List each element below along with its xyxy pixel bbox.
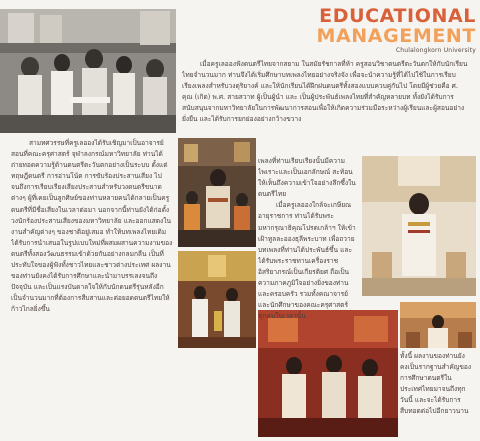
royal-portrait-photo xyxy=(362,156,476,296)
left-paragraph: สามทศวรรษที่ครูเลอองได้รับเชิญมาเป็นอาจารย์สอนที่คณะครุศาสตร์ จุฬาลงกรณ์มหาวิทยาลัย ท่านได้ถ่ายทอดความรู้ด้านดนตรีตะวันตกอย่างเป็นระบบ ตั้งแต่ทฤษฎีดนตรี การอ่านโน้ต การขับร้องประสานเสียง ไปจนถึงการเรียบเรียงเสียงประสานสำหรับวงดนตรีขนาดต่างๆ ผู้ที่เคยเป็นลูกศิษย์ของท่านหลายคนได้กลายเป็นครูดนตรีที่มีชื่อเสียงในเวลาต่อมา นอกจากนี้ท่านยังได้ก่อตั้งวงนักร้องประสานเสียงของมหาวิทยาลัย และออกแสดงในงานสำคัญต่างๆ ของชาติอยู่เสมอ ทำให้บทเพลงไทยเดิมได้รับการนำเสนอในรูปแบบใหม่ที่ผสมผสานความงามของดนตรีทั้งสองวัฒนธรรมเข้าด้วยกันอย่างกลมกลืน เป็นที่ประทับใจของผู้ฟังทั้งชาวไทยและชาวต่างประเทศ ผลงานของท่านยังคงได้รับการศึกษาและนำมาบรรเลงจนถึงปัจจุบัน และเป็นแรงบันดาลใจให้กับนักดนตรีรุ่นหลังอีกเป็นจำนวนมากที่ต้องการสืบสานและต่อยอดดนตรีไทยให้ก้าวไกลยิ่งขึ้น xyxy=(11,139,173,314)
intro-paragraph xyxy=(182,59,468,153)
middle-text-column xyxy=(258,156,356,424)
orchestra-performance-photo xyxy=(178,138,256,247)
historic-group-photo xyxy=(0,9,176,133)
right-bottom-text xyxy=(400,351,472,433)
right-bottom-paragraph: ทั้งนี้ ผลงานของท่านยังคงเป็นรากฐานสำคัญของการศึกษาดนตรีในประเทศไทยมาจนถึงทุกวันนี้ และจะได้รับการสืบทอดต่อไปอีกยาวนาน xyxy=(400,352,472,416)
intro-text: เมื่อครูเลอองฟังดนตรีไทยจากสยาม ในสมัยรัชกาลที่ห้า ครูสอนวิชาดนตรีตะวันตกให้กับนักเรียนไทยจำนวนมาก ท่านจึงได้เริ่มศึกษาบทเพลงไทยอย่างจริงจัง เพื่อจะนำความรู้ที่ได้ไปใช้ในการเรียบเรียงเพลงสำหรับวงดุริยางค์ และให้นักเรียนได้ฝึกฝนดนตรีทั้งสองแบบควบคู่กันไป โดยมีผู้ช่วยคือ ศ. คุณ (เกิด) พ.ศ. สายสวาท ผู้เป็นผู้นำ และ เป็นผู้ประพันธ์เพลงไทยที่สำคัญหลายบท ทั้งยังได้รับการสนับสนุนจากมหาวิทยาลัยในการพัฒนาการสอนเพื่อให้เกิดความร่วมมือระหว่างผู้เรียนและผู้สอนอย่างยั่งยืน และได้รับการยกย่องอย่างกว้างขวาง xyxy=(182,60,468,124)
ceremony-photo xyxy=(178,251,256,348)
brand-title-line2: MANAGEMENT xyxy=(316,25,476,47)
middle-paragraph-2: เมื่อครูเลอองใกล้จะเกษียณอายุราชการ ท่านได้รับพระมหากรุณาธิคุณโปรดเกล้าฯ ให้เข้าเฝ้าทูลละอองธุลีพระบาท เพื่อถวายบทเพลงที่ท่านได้ประพันธ์ขึ้น และได้รับพระราชทานเครื่องราชอิสริยาภรณ์เป็นเกียรติยศ ถือเป็นความภาคภูมิใจอย่างยิ่งของท่านและครอบครัว รวมทั้งคณาจารย์และนักศึกษาของคณะครุศาสตร์ทุกคนในเวลานั้น xyxy=(258,201,356,321)
left-text-column xyxy=(11,138,173,434)
brand-subtitle: Chulalongkorn University xyxy=(395,47,476,54)
brand-block xyxy=(300,6,476,54)
middle-paragraph-1: เพลงที่ท่านเรียบเรียงนั้นมีความไพเราะและเป็นเอกลักษณ์ สะท้อนให้เห็นถึงความเข้าใจอย่างลึกซึ้งในดนตรีไทย xyxy=(258,157,356,199)
musician-photo xyxy=(400,302,476,348)
brand-title-line1: EDUCATIONAL xyxy=(319,5,476,27)
